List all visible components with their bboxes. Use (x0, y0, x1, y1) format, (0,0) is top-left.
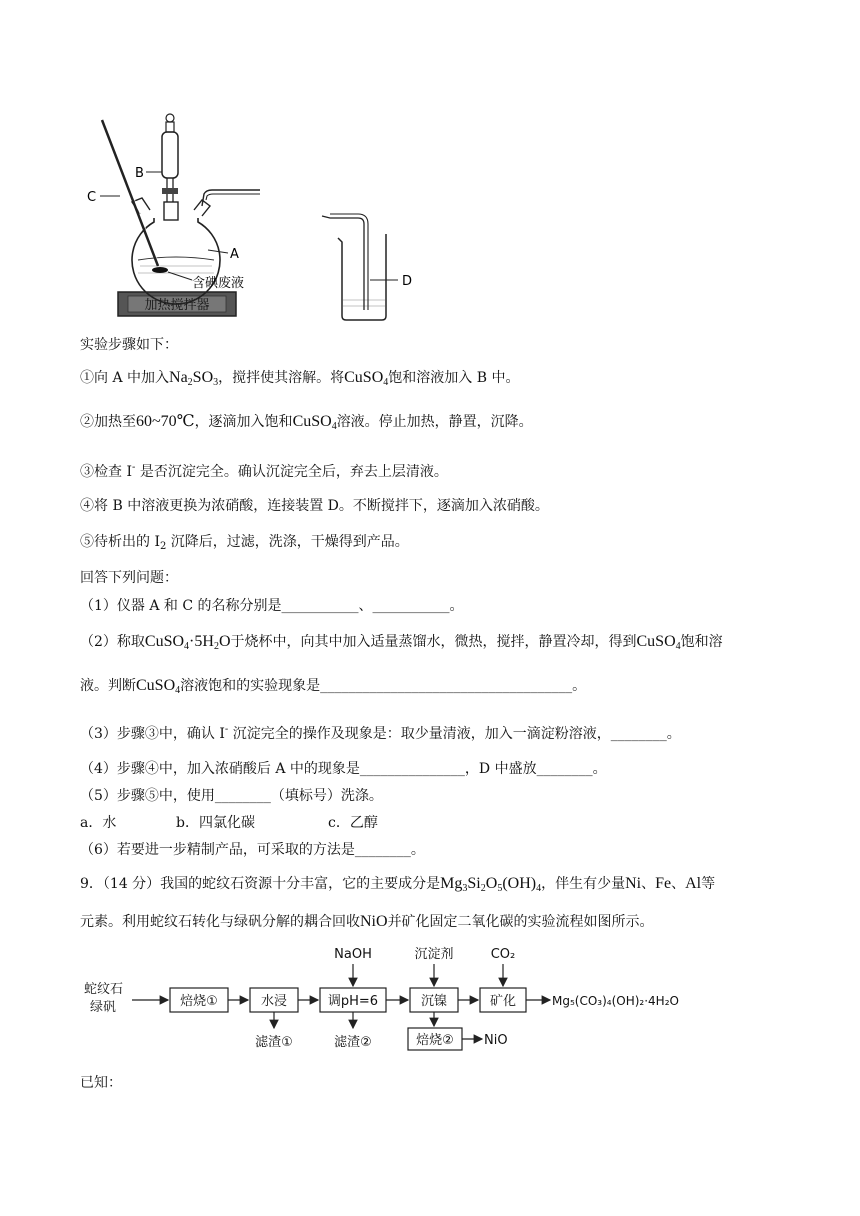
step-3: ③检查 I- 是否沉淀完全。确认沉淀完全后，弃去上层清液。 (80, 462, 448, 480)
input-green-vitriol: 绿矾 (90, 1000, 117, 1015)
step-4: ④将 B 中溶液更换为浓硝酸，连接装置 D。不断搅拌下，逐滴加入浓硝酸。 (80, 498, 549, 514)
gas-outlet-tube (202, 190, 260, 206)
product-basic-magnesium-carbonate: Mg₅(CO₃)₄(OH)₂·4H₂O (552, 994, 679, 1008)
svg-text:矿化: 矿化 (489, 994, 517, 1009)
residue-2: 滤渣② (334, 1035, 372, 1050)
option-a: a．水 (80, 815, 117, 831)
residue-1: 滤渣① (255, 1035, 293, 1050)
label-d: D (402, 274, 413, 289)
dropping-funnel (162, 132, 178, 178)
question-3: （3）步骤③中，确认 I- 沉淀完全的操作及现象是：取少量清液，加入一滴淀粉溶液，________。 (80, 724, 681, 742)
steps-title: 实验步骤如下： (80, 337, 178, 353)
label-c: C (87, 190, 97, 205)
process-flow-diagram (80, 940, 760, 1060)
question-5: （5）步骤⑤中，使用________（填标号）洗涤。 (80, 788, 383, 804)
question-4: （4）步骤④中，加入浓硝酸后 A 中的现象是_______________，D 中盛放________。 (80, 761, 607, 777)
label-a: A (230, 247, 239, 262)
reagent-precipitant: 沉淀剂 (414, 947, 454, 962)
answer-title: 回答下列问题： (80, 570, 178, 586)
question-5-options (80, 813, 378, 833)
step-2: ②加热至60~70℃，逐滴加入饱和CuSO$_4$溶液。停止加热，静置，沉降。 (80, 413, 533, 432)
product-nio: NiO (484, 1033, 508, 1048)
svg-text:焙烧②: 焙烧② (416, 1033, 454, 1048)
problem-9-line2: 元素。利用蛇纹石转化与绿矾分解的耦合回收NiO并矿化固定二氧化碳的实验流程如图所示。 (80, 913, 654, 930)
svg-text:沉镍: 沉镍 (420, 994, 448, 1009)
svg-text:调pH=6: 调pH=6 (327, 994, 379, 1009)
thermometer (102, 120, 158, 266)
option-b: b．四氯化碳 (176, 815, 255, 831)
question-2-line2: 液。判断CuSO$_4$溶液饱和的实验现象是____________________________________。 (80, 677, 587, 696)
label-b: B (135, 166, 144, 181)
reagent-co2: CO₂ (490, 947, 516, 962)
option-c: c．乙醇 (328, 815, 378, 831)
question-1: （1）仪器 A 和 C 的名称分别是___________、___________。 (80, 598, 464, 614)
svg-text:焙烧①: 焙烧① (180, 994, 218, 1009)
apparatus-figure (80, 110, 440, 330)
svg-text:水浸: 水浸 (260, 994, 288, 1009)
question-6: （6）若要进一步精制产品，可采取的方法是________。 (80, 842, 425, 858)
problem-9-line1: 9．（14 分）我国的蛇纹石资源十分丰富，它的主要成分是$Mg_3Si_2O_5(OH)_4$，伴生有少量Ni、Fe、Al等 (80, 875, 716, 894)
input-serpentine: 蛇纹石 (84, 982, 124, 997)
beaker-d (338, 234, 386, 320)
stirrer-label: 加热搅拌器 (144, 298, 210, 313)
question-2-line1: （2）称取$CuSO_4\cdot 5H_2O$于烧杯中，向其中加入适量蒸馏水，微热，搅拌，静置冷却，得到CuSO$_4$饱和溶 (80, 633, 723, 652)
label-liquid: 含碘废液 (192, 276, 245, 291)
step-5: ⑤待析出的 $I_2$ 沉降后，过滤，洗涤，干燥得到产品。 (80, 534, 409, 552)
step-1: ①向 A 中加入$Na_2SO_3$，搅拌使其溶解。将CuSO$_4$饱和溶液加入 B 中。 (80, 369, 520, 388)
known-label: 已知： (80, 1075, 122, 1091)
reagent-naoh: NaOH (334, 947, 372, 962)
